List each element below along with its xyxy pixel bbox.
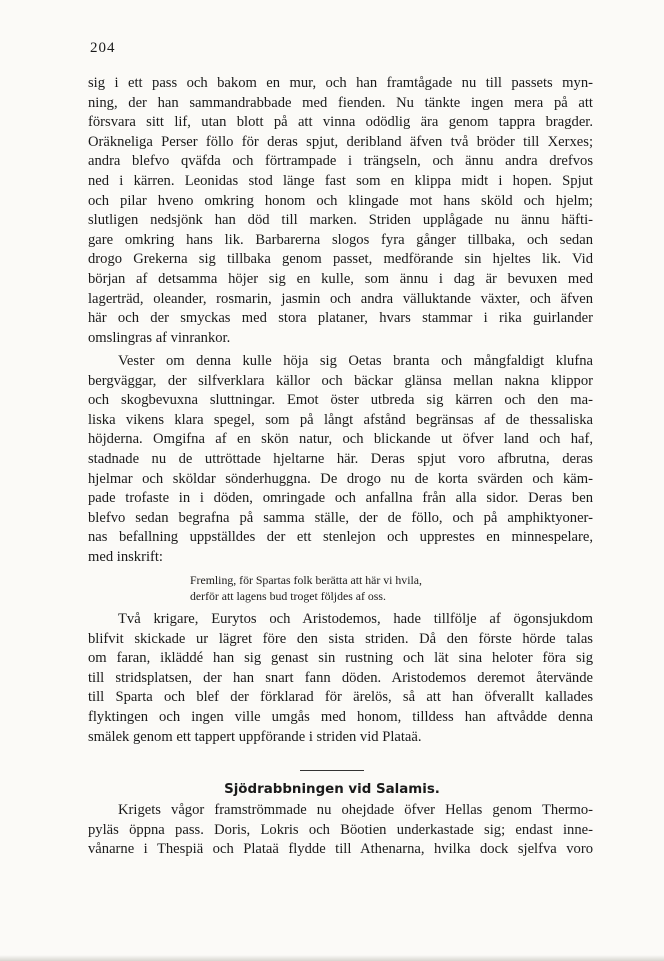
inscription-line: derför att lagens bud troget följdes af oss.	[190, 589, 386, 603]
text-line: hjelmar och sköldar sönderhuggna. De drogo nu de korta svärden och käm-	[88, 470, 593, 487]
text-line: till stridsplatsen, der han snart fann döden. Aristodemos deremot återvände	[88, 669, 593, 686]
paragraph-salamis-intro	[88, 801, 593, 860]
text-line: början af detsamma höjer sig en kulle, som ännu i dag är bevuxen med	[88, 270, 593, 287]
paragraph-oeta-landscape	[88, 352, 593, 568]
text-line: andra blefvo qväfda och förtrampade i trängseln, och ännu andra drefvos	[88, 153, 593, 170]
text-line: slutligen nedsjönk han död till marken. Striden upplågade nu ännu häfti-	[88, 212, 593, 229]
text-line: nas befallning uppställdes der ett stenlejon och upprestes en minnespelare,	[88, 529, 593, 546]
text-line: gare omkring hans lik. Barbarerna slogos fyra gånger tillbaka, och sedan	[88, 231, 593, 248]
text-line: Krigets vågor framströmmade nu ohejdade öfver Hellas genom Thermo-	[118, 802, 593, 818]
text-line: pyläs öppna pass. Doris, Lokris och Böotien underkastade sig; endast inne-	[88, 821, 593, 838]
text-line: här och der smyckas med stora plataner, hvars stammar i rika guirlander	[88, 310, 593, 327]
page-bottom-edge	[0, 955, 664, 961]
text-line: pade trofaste in i döden, omringade och anfallna från alla sidor. Deras ben	[88, 490, 593, 507]
paragraph-battle-thermopylae	[88, 74, 593, 348]
text-line: försvara sitt lif, utan blott på att vinna odödlig ära genom tappra bragder.	[88, 114, 593, 131]
text-line: stadnade nu de uttröttade hjeltarne här. Deras spjut voro afbrutna, deras	[88, 450, 593, 467]
text-line: ned i kärren. Leonidas stod länge fast som en klippa midt i hopen. Spjut	[88, 172, 593, 189]
text-line: bergväggar, der silfverklara källor och bäckar glänsa mellan nakna klippor	[88, 372, 593, 389]
text-line: med inskrift:	[88, 548, 163, 565]
text-line: vånarne i Thespiä och Plataä flydde till Athenarna, hvilka dock sjelfva voro	[88, 841, 593, 858]
text-line: liska vikens klara spegel, som på långt afstånd begränsas af de thessaliska	[88, 411, 593, 428]
section-heading: Sjödrabbningen vid Salamis.	[224, 782, 440, 797]
text-line: höjderna. Omgifna af en skön natur, och blickande ut öfver land och haf,	[88, 431, 593, 448]
text-line: ning, der han sammandrabbade med fienden. Nu tänkte ingen mera på att	[88, 94, 593, 111]
page-number: 204	[90, 40, 116, 56]
text-line: omslingras af vinrankor.	[88, 329, 231, 346]
text-line: och skogbevuxna sluttningar. Emot öster utbreda sig kärren och den ma-	[88, 392, 593, 409]
text-line: Oräkneliga Perser föllo för deras spjut, deribland äfven två bröder till Xerxes;	[88, 133, 593, 150]
text-line: lagerträd, oleander, rosmarin, jasmin och andra välluktande växter, och äfven	[88, 290, 593, 307]
epitaph-inscription	[190, 572, 590, 604]
paragraph-two-warriors	[88, 610, 593, 747]
text-line: Två krigare, Eurytos och Aristodemos, hade tillfölje af ögonsjukdom	[118, 611, 593, 627]
text-line: Vester om denna kulle höja sig Oetas branta och mångfaldigt klufna	[118, 353, 593, 369]
text-line: blefvo sedan begrafna på samma ställe, der de föllo, och på amphiktyoner-	[88, 509, 593, 526]
text-line: blifvit skickade ur lägret före den sista striden. Då den förste hörde talas	[88, 630, 593, 647]
text-line: drogo Grekerna sig tillbaka genom passet, medförande sin hjeltes lik. Vid	[88, 251, 593, 268]
section-divider	[300, 770, 364, 771]
text-line: flyktingen och ingen ville umgås med honom, tilldess han aftvådde denna	[88, 708, 593, 725]
text-line: sig i ett pass och bakom en mur, och han framtågade nu till passets myn-	[88, 75, 593, 91]
text-line: smälek genom ett tappert uppförande i striden vid Plataä.	[88, 728, 422, 745]
text-line: om faran, ikläddé han sig genast sin rustning och lät sina heloter föra sig	[88, 650, 593, 667]
text-line: och pilar hveno omkring honom och klingade mot hans sköld och hjelm;	[88, 192, 593, 209]
text-line: till Sparta och blef der förklarad för ärelös, så att han öfverallt kallades	[88, 689, 593, 706]
inscription-line: Fremling, för Spartas folk berätta att här vi hvila,	[190, 573, 422, 587]
